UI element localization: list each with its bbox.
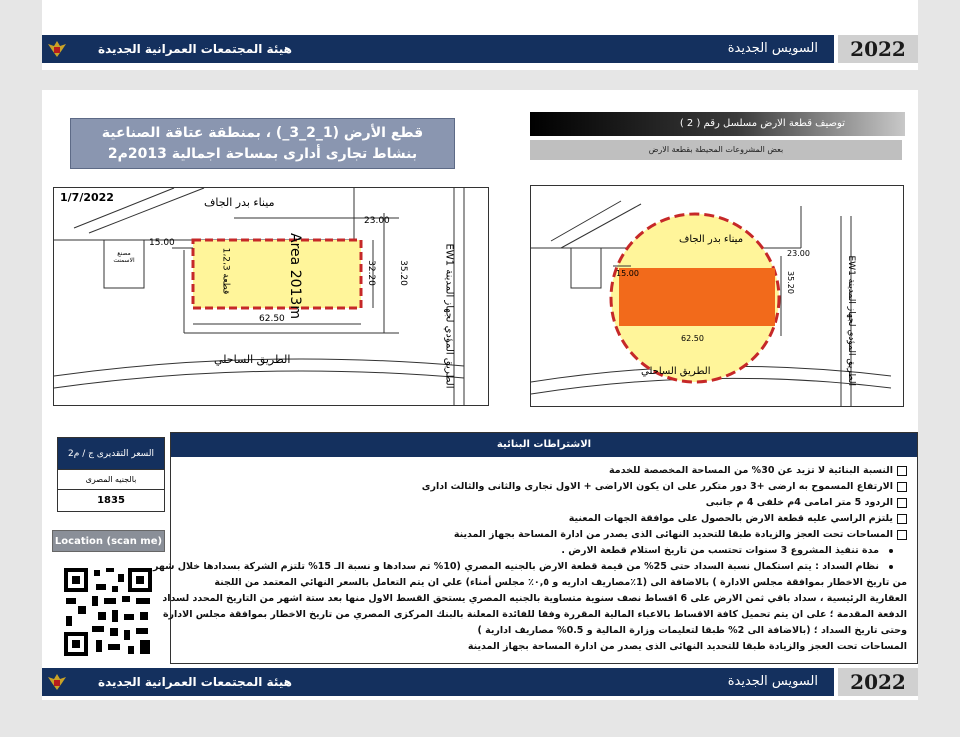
- dim-label: 62.50: [681, 334, 704, 343]
- dim-label: 15.00: [149, 238, 175, 248]
- plot-title-line2: بنشاط تجارى أدارى بمساحة اجمالية 2013م2: [107, 146, 418, 162]
- plot-area-highlight: [619, 268, 775, 326]
- plot-title: [70, 118, 455, 169]
- side-building-label: مصنع الاسمنت: [113, 250, 135, 264]
- coastal-road-label: الطريق الساحلي: [214, 353, 291, 366]
- dim-label: 35.20: [785, 271, 795, 294]
- price-currency: بالجنيه المصرى: [57, 470, 165, 490]
- condition-bullet: نظام السداد : يتم استكمال نسبة السداد حتى 25% من قيمة قطعة الارض بالجنيه المصري (10% تم سدادها و نسبة الـ 15% تلتزم الشركة بسدادها خلال شهر: [181, 559, 907, 575]
- qr-code-icon[interactable]: [62, 566, 154, 658]
- plot-title-line1: قطع الأرض (1_2_3_) ، بمنطقة عتاقة الصناعية: [101, 125, 424, 141]
- footer-bar: [42, 668, 918, 696]
- city-name: السويس الجديدة: [727, 674, 818, 689]
- condition-text: من تاريخ الاخطار بموافقة مجلس الادارة ) بالاضافة الى (1٪مصاريف اداريه و ٠,٥٪ مجلس أمناء) علي ان يتم التعامل بالسعر النهائي المعتمد من اللجنة: [214, 577, 907, 588]
- dim-label: 32.20: [365, 260, 376, 286]
- checkbox-icon: [897, 498, 907, 508]
- access-road-label: الطريق المؤدي لجهاز المدينة EW1: [846, 255, 856, 386]
- site-map-left: [53, 187, 489, 406]
- map-date: 1/7/2022: [60, 191, 114, 204]
- header-bar: [42, 35, 918, 63]
- condition-text: الدفعة المقدمة ؛ على ان يتم تحميل كافة الاقساط بالاعباء المالية المقررة وفقا للفائدة المعلنة بالبنك المركزى المصري من تاريخ الاخطار بموافقة مجلس الادارة: [162, 609, 907, 620]
- checkbox-icon: [897, 482, 907, 492]
- checkbox-icon: [897, 466, 907, 476]
- checkbox-icon: [897, 530, 907, 540]
- access-road-label: الطريق المؤدي لجهاز المدينة EW1: [443, 243, 455, 389]
- plot-boundary: [193, 240, 361, 308]
- condition-text: المساحات تحت العجز والزيادة طبقا للتحديد النهائى الذى يصدر من ادارة المساحة بجهاز المدينة: [467, 641, 907, 652]
- site-map-right: [530, 185, 904, 407]
- port-label: ميناء بدر الجاف: [679, 234, 744, 245]
- port-label: ميناء بدر الجاف: [204, 196, 275, 209]
- eagle-emblem-icon: [46, 38, 68, 60]
- year-label: 2022: [834, 668, 918, 696]
- price-header: السعر التقديرى ج / م2: [57, 437, 165, 470]
- eagle-emblem-icon: [46, 671, 68, 693]
- condition-item: الردود 5 متر امامى 4م خلفى 4 م جانبى: [181, 495, 907, 511]
- dim-label: 62.50: [259, 314, 285, 324]
- bullet-icon: [889, 565, 893, 569]
- city-name: السويس الجديدة: [727, 41, 818, 56]
- plot-area-label: Area 2013m: [286, 233, 303, 319]
- plot-number-label: قطعة 1،2،3: [220, 247, 231, 295]
- plot-serial-banner: توصيف قطعة الارض مسلسل رقم ( 2 ): [530, 112, 905, 136]
- condition-item: النسبة البنائية لا تزيد عن 30% من المساحة المخصصة للخدمة: [181, 463, 907, 479]
- dim-label: 15.00: [616, 269, 639, 278]
- conditions-body: [152, 457, 917, 655]
- dim-label: 35.20: [397, 260, 408, 286]
- authority-name: هيئة المجتمعات العمرانية الجديدة: [98, 42, 292, 56]
- dim-label: 23.00: [787, 249, 810, 258]
- location-button[interactable]: Location (scan me): [52, 530, 165, 552]
- checkbox-icon: [897, 514, 907, 524]
- year-label: 2022: [834, 35, 918, 63]
- condition-text: وحتى تاريخ السداد ؛ (بالاضافة الى 2% طبقا لتعليمات وزارة المالية و 0.5% مصاريف ادارية ): [477, 625, 907, 636]
- condition-item: الارتفاع المسموح به ارضى +3 دور متكرر على ان يكون الاراضى + الاول تجارى والثانى والثالث ادارى: [181, 479, 907, 495]
- condition-item: المساحات تحت العجز والزيادة طبقا للتحديد النهائى الذى يصدر من ادارة المساحة بجهاز المدينة: [181, 527, 907, 543]
- condition-text: العقارية الرئيسية ، سداد باقي ثمن الارض على 6 اقساط نصف سنوية متساوية بالجنيه المصري يستحق القسط الاول منها بعد ستة اشهر من التاريخ المحدد لسداد: [162, 593, 907, 604]
- surroundings-banner: بعض المشروعات المحيطة بقطعة الارض: [530, 140, 902, 160]
- dim-label: 23.00: [364, 216, 390, 226]
- authority-name: هيئة المجتمعات العمرانية الجديدة: [98, 675, 292, 689]
- condition-bullet: مدة تنفيذ المشروع 3 سنوات تحتسب من تاريخ استلام قطعة الارض .: [181, 543, 907, 559]
- bullet-icon: [889, 549, 893, 553]
- condition-item: يلتزم الراسي عليه قطعة الارض بالحصول على موافقة الجهات المعنية: [181, 511, 907, 527]
- price-value: 1835: [57, 490, 165, 512]
- conditions-title: الاشتراطات البنائية: [171, 433, 917, 457]
- coastal-road-label: الطريق الساحلي: [641, 366, 711, 377]
- building-conditions-panel: [152, 432, 918, 664]
